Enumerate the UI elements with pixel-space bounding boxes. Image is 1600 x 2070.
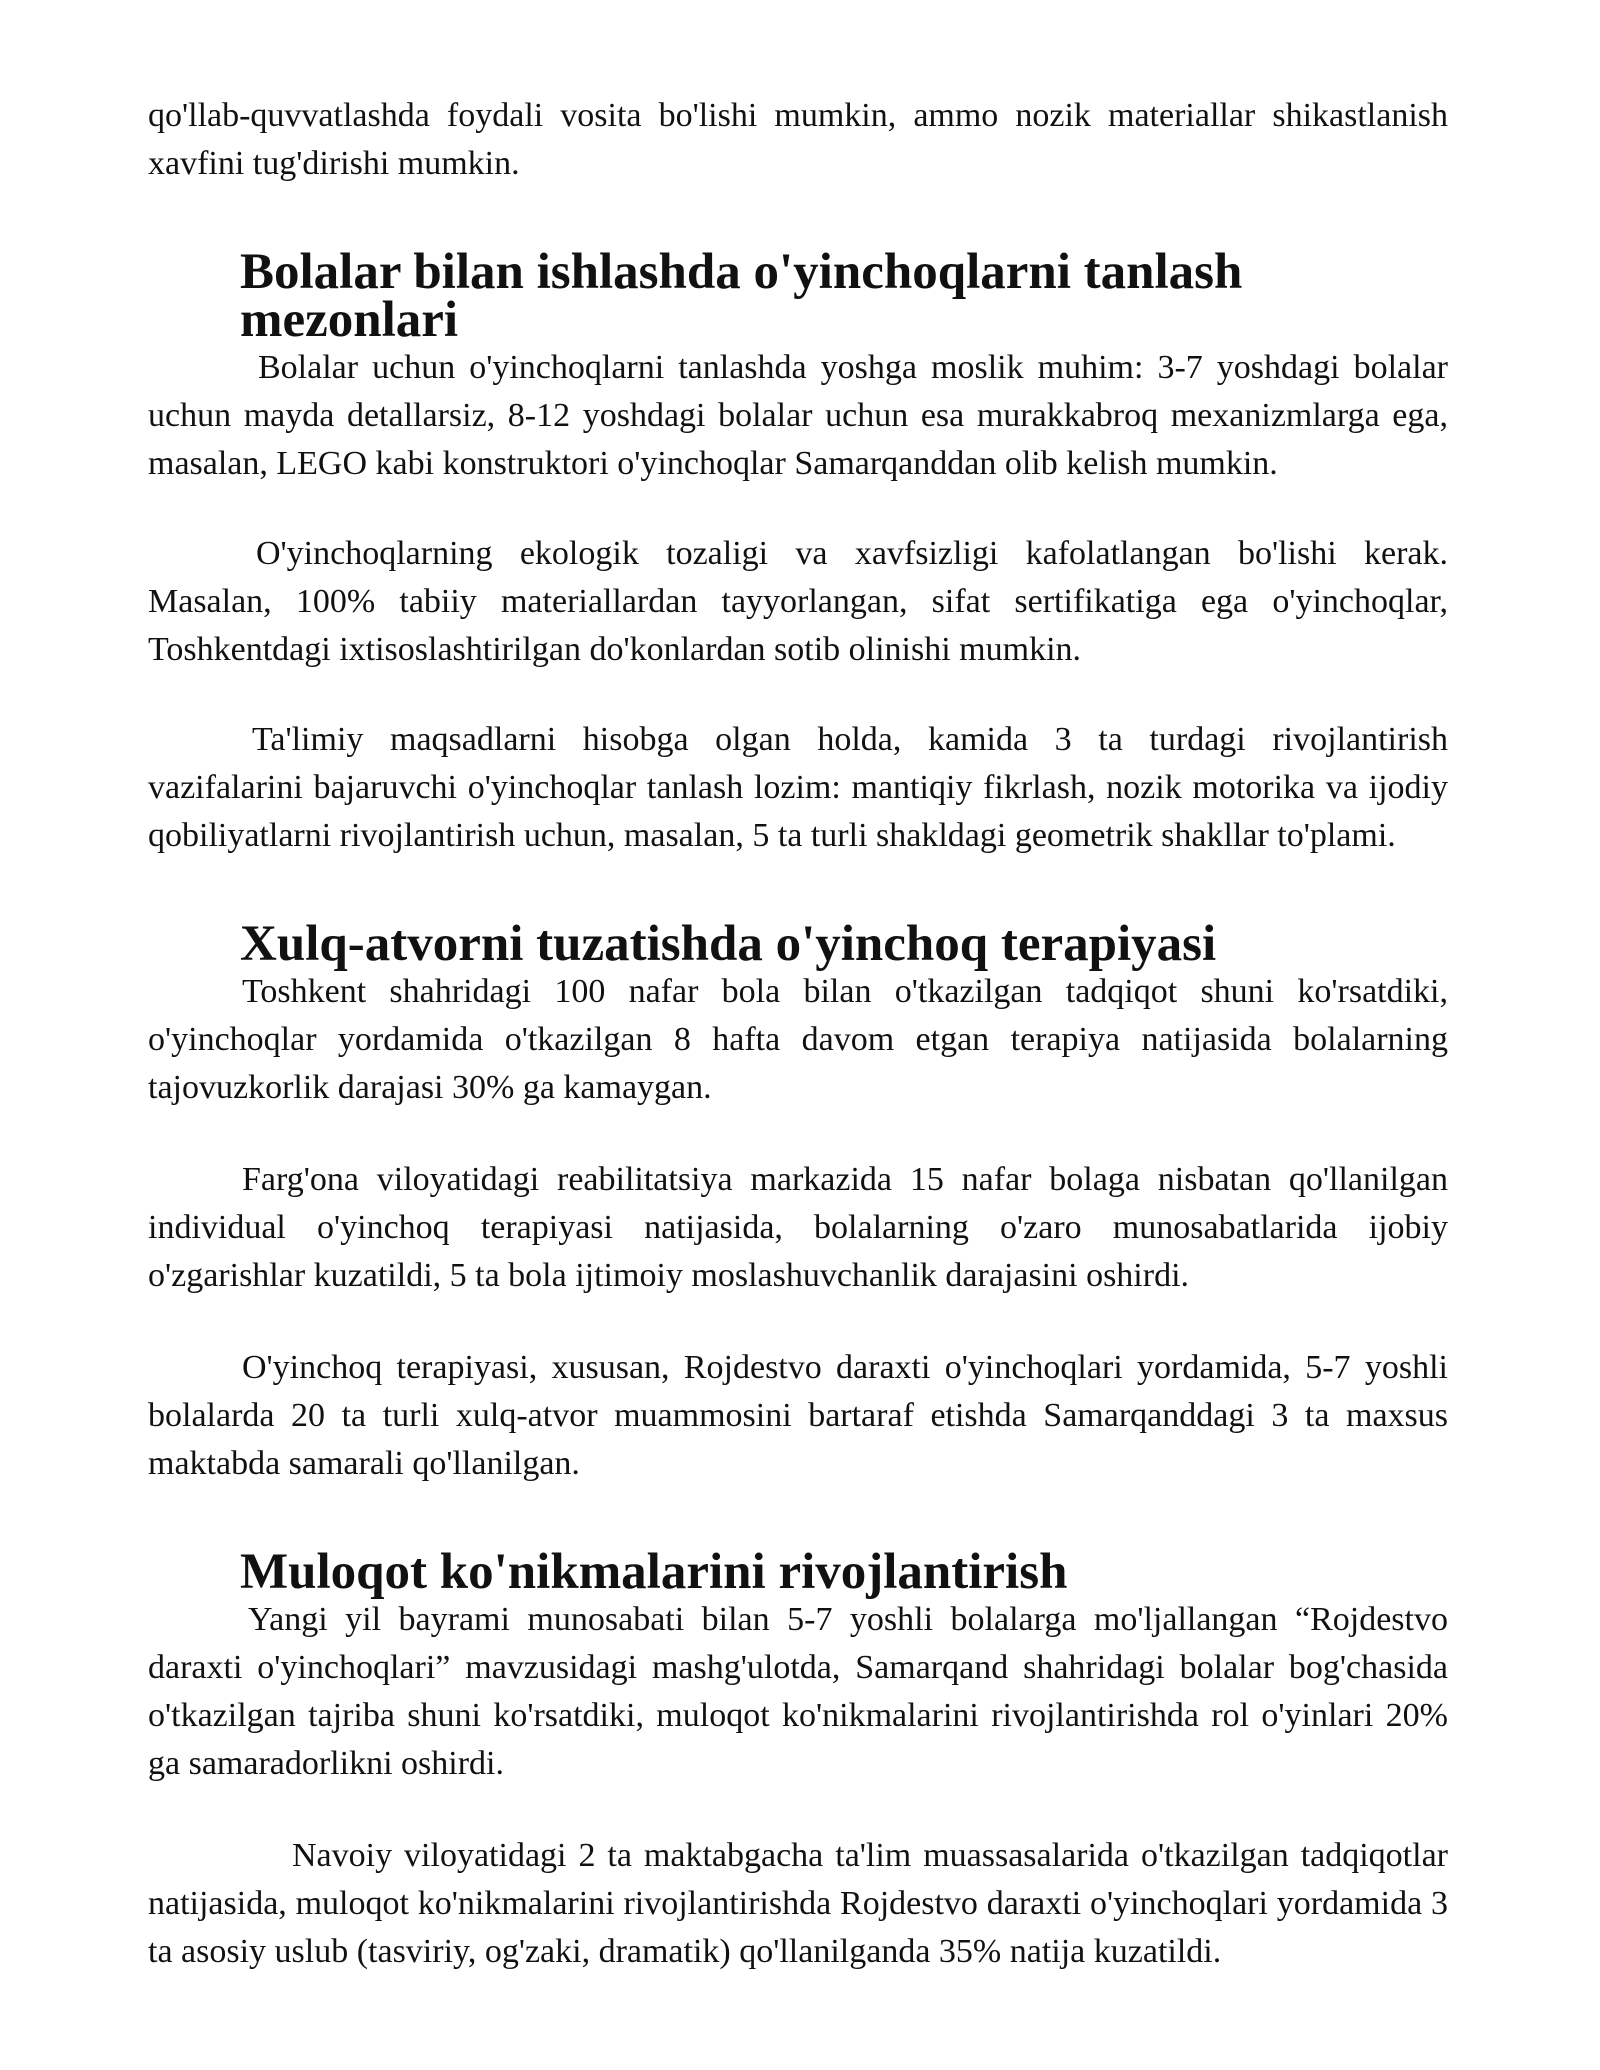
spacer — [148, 860, 1448, 920]
paragraph-samarkand-schools: O'yinchoq terapiyasi, xususan, Rojdestvo daraxti o'yinchoqlari yordamida, 5-7 yoshli bolalarda 20 ta turli xulq-atvor muammosini bartaraf etishda Samarqanddagi 3 ta maxsus maktabda samarali qo'llanilgan. — [148, 1349, 1448, 1482]
paragraph-navoi-research: Navoiy viloyatidagi 2 ta maktabgacha ta'lim muassasalarida o'tkazilgan tadqiqotlar natijasida, muloqot ko'nikmalarini rivojlantirishda Rojdestvo daraxti o'yinchoqlari yordamida 3 ta asosiy uslub (tasviriy, og'zaki, dramatik) qo'llanilganda 35% natija kuzatildi. — [148, 1837, 1448, 1970]
paragraph-age-suitability: Bolalar uchun o'yinchoqlarni tanlashda yoshga moslik muhim: 3-7 yoshdagi bolalar uchun mayda detallarsiz, 8-12 yoshdagi bolalar uchun esa murakkabroq mexanizmlarga ega, masalan, LEGO kabi konstruktori o'yinchoqlar Samarqanddan olib kelish mumkin. — [148, 349, 1448, 482]
spacer — [148, 1488, 1448, 1548]
paragraph-educational-goals: Ta'limiy maqsadlarni hisobga olgan holda, kamida 3 ta turdagi rivojlantirish vazifalarini bajaruvchi o'yinchoqlar tanlash lozim: mantiqiy fikrlash, nozik motorika va ijodiy qobiliyatlarni rivojlantirish uchun, masalan, 5 ta turli shakldagi geometrik shakllar to'plami. — [148, 721, 1448, 854]
paragraph-ecological-safety: O'yinchoqlarning ekologik tozaligi va xavfsizligi kafolatlangan bo'lishi kerak. Masalan, 100% tabiiy materiallardan tayyorlangan, sifat sertifikatiga ega o'yinchoqlar, Toshkentdagi ixtisoslashtirilgan do'konlardan sotib olinishi mumkin. — [148, 535, 1448, 668]
spacer — [148, 1112, 1448, 1156]
spacer — [148, 1300, 1448, 1344]
section-heading-communication-skills: Muloqot ko'nikmalarini rivojlantirish — [240, 1544, 1068, 1600]
intro-paragraph: qo'llab-quvvatlashda foydali vosita bo'lishi mumkin, ammo nozik materiallar shikastlanish xavfini tug'dirishi mumkin. — [148, 97, 1448, 182]
document-page — [148, 92, 1448, 1976]
spacer — [148, 188, 1448, 248]
spacer — [148, 1788, 1448, 1832]
spacer — [148, 488, 1448, 530]
paragraph-fergana-rehab: Farg'ona viloyatidagi reabilitatsiya markazida 15 nafar bolaga nisbatan qo'llanilgan individual o'yinchoq terapiyasi natijasida, bolalarning o'zaro munosabatlarida ijobiy o'zgarishlar kuzatildi, 5 ta bola ijtimoiy moslashuvchanlik darajasini oshirdi. — [148, 1161, 1448, 1294]
paragraph-new-year-lesson: Yangi yil bayrami munosabati bilan 5-7 yoshli bolalarga mo'ljallangan “Rojdestvo daraxti o'yinchoqlari” mavzusidagi mashg'ulotda, Samarqand shahridagi bolalar bog'chasida o'tkazilgan tajriba shuni ko'rsatdiki, muloqot ko'nikmalarini rivojlantirishda rol o'yinlari 20% ga samaradorlikni oshirdi. — [148, 1601, 1448, 1782]
section-heading-toy-therapy: Xulq-atvorni tuzatishda o'yinchoq terapiyasi — [240, 916, 1217, 972]
paragraph-tashkent-study: Toshkent shahridagi 100 nafar bola bilan o'tkazilgan tadqiqot shuni ko'rsatdiki, o'yinchoqlar yordamida o'tkazilgan 8 hafta davom etgan terapiya natijasida bolalarning tajovuzkorlik darajasi 30% ga kamaygan. — [148, 973, 1448, 1106]
spacer — [148, 674, 1448, 716]
section-heading-toy-selection: Bolalar bilan ishlashda o'yinchoqlarni tanlash mezonlari — [240, 244, 1243, 348]
